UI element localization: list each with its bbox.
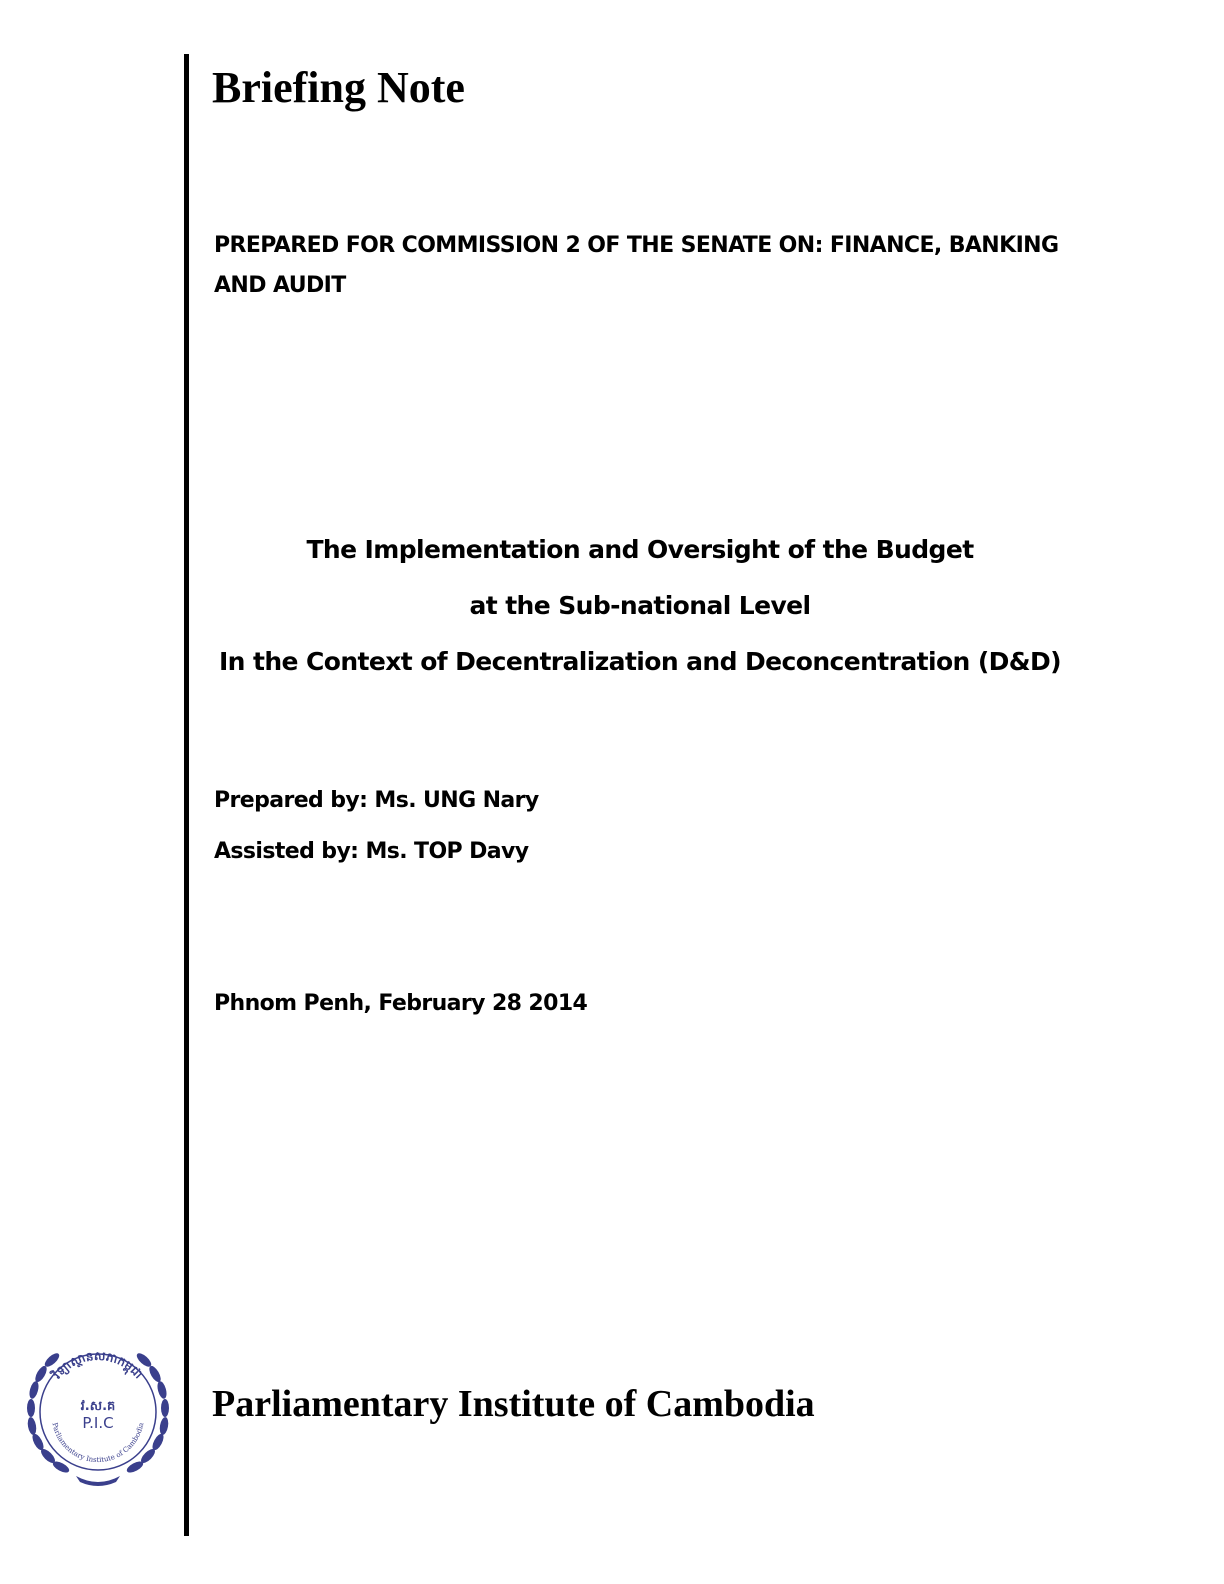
logo-abbreviation: P.I.C [82,1414,114,1432]
document-title: Briefing Note [212,63,465,112]
margin-rule [184,54,189,1536]
subject-line-3: In the Context of Decentralization and Deconcentration (D&D) [218,647,1061,676]
prepared-for [214,226,1074,306]
prepared-for-line-2: AND AUDIT [214,273,346,298]
logo-khmer-abbreviation: វ.ស.គ [80,1399,116,1414]
place-date: Phnom Penh, February 28 2014 [214,991,588,1016]
subject-line-2: at the Sub-national Level [469,591,811,620]
logo-ring-text: Parliamentary Institute of Cambodia [50,1421,146,1465]
assisted-by: Assisted by: Ms. TOP Davy [214,839,529,864]
subject-line-1: The Implementation and Oversight of the Budget [306,535,974,564]
subject-title [190,528,1090,696]
prepared-by: Prepared by: Ms. UNG Nary [214,788,539,813]
prepared-for-line-1: PREPARED FOR COMMISSION 2 OF THE SENATE ON: FINANCE, BANKING [214,233,1059,258]
pic-logo [18,1330,178,1490]
institute-name: Parliamentary Institute of Cambodia [212,1383,815,1425]
logo-khmer-ring-text: វិទ្យាស្ថានសភាកម្ពុជា [49,1348,146,1382]
